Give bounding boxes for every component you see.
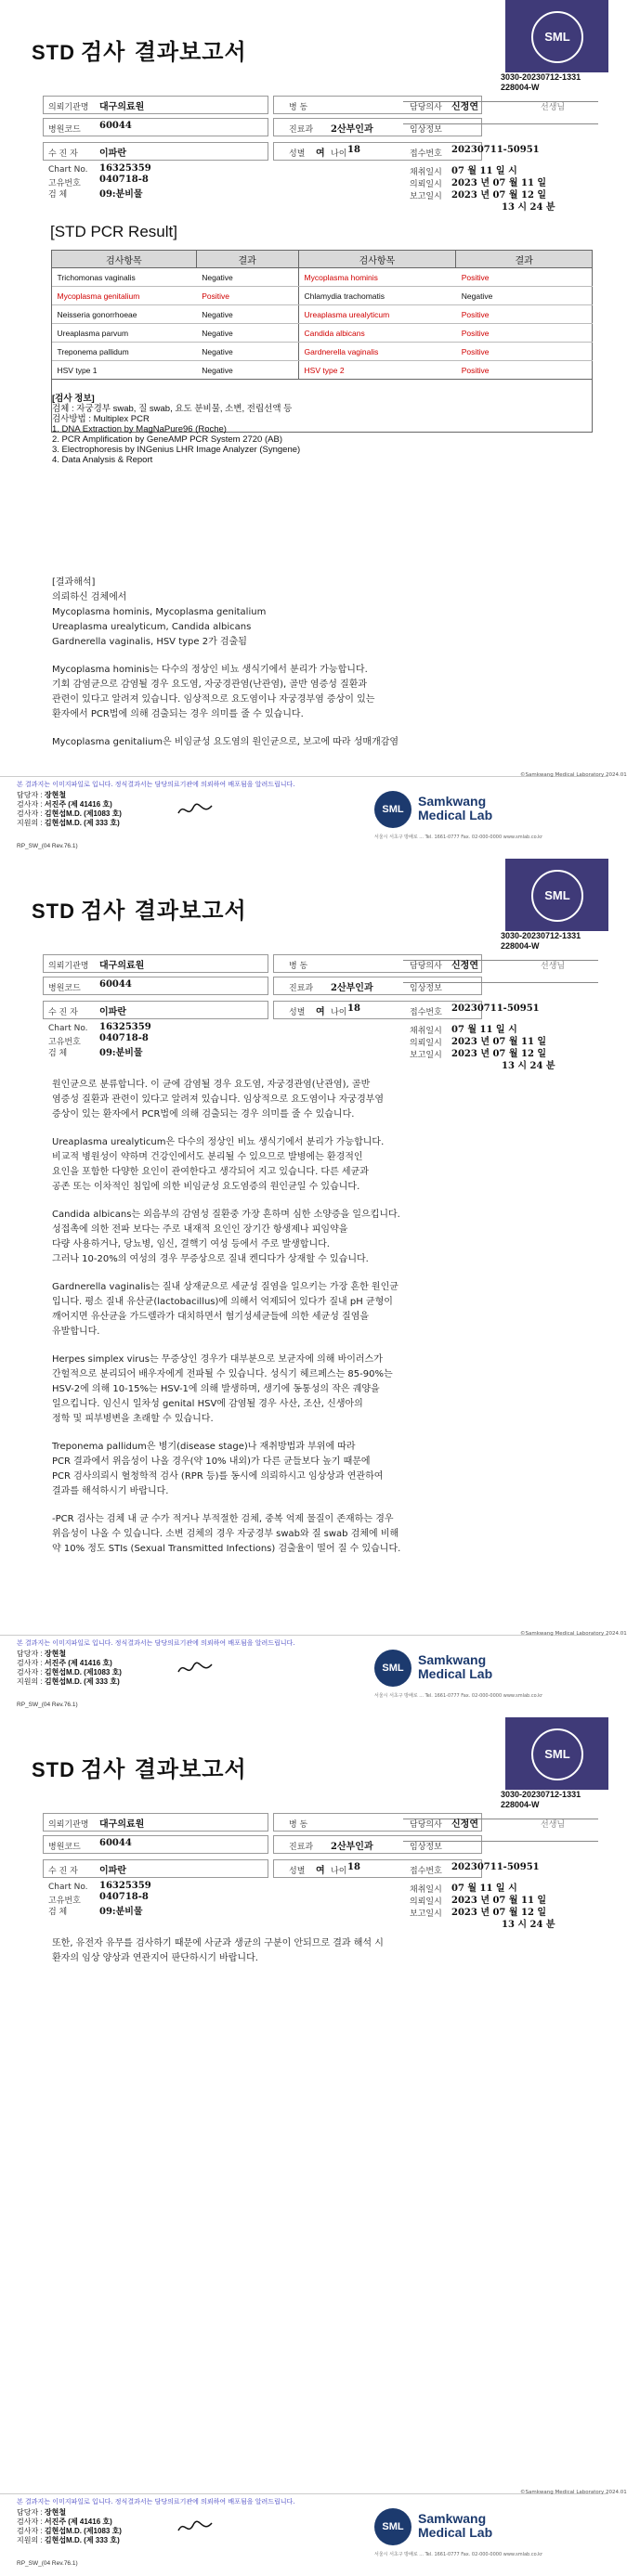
- doctor-name: 신정연: [451, 1819, 478, 1830]
- signer-name: 김현섭M.D. (제 333 호): [44, 819, 120, 827]
- label-hospital: 의뢰기관명: [48, 1820, 89, 1830]
- sex-value: 여: [316, 149, 325, 159]
- pcr-header-result: 결과: [196, 251, 298, 268]
- signer-name: 김현섭M.D. (제1083 호): [44, 2527, 122, 2535]
- interpretation-line: 입니다. 평소 질내 유산균(lactobacillus)에 의해서 억제되어 있다가 질내 pH 균형이: [52, 1297, 393, 1307]
- pcr-row: [52, 324, 593, 343]
- signer-role: 지원의 :: [17, 2536, 43, 2544]
- pcr-result-value: Positive: [456, 324, 593, 343]
- interpretation-line: 정학 및 피부병변을 초래할 수 있습니다.: [52, 1414, 214, 1424]
- pcr-item-name: HSV type 2: [298, 361, 456, 380]
- signer-row: [17, 2508, 122, 2518]
- footer-copyright: ©Samkwang Medical Laboratory 2024.01: [520, 772, 627, 778]
- chart-no: 16325359: [99, 1022, 151, 1032]
- lab-address: 서울시 서초구 방배로 ... Tel. 1661-0777 Fax. 02-000-0000 www.smlab.co.kr: [374, 835, 543, 840]
- report-number-line-1: 3030-20230712-1331: [501, 72, 581, 82]
- footer-notice: 본 결과지는 이미지파일로 입니다. 정식결과서는 담당의료기관에 의뢰하여 배포됨을 알려드립니다.: [17, 2498, 295, 2505]
- unique-no: 040718-8: [99, 1892, 149, 1902]
- signer-role: 검사자 :: [17, 2518, 43, 2526]
- sml-logo-mark: SML: [374, 791, 411, 828]
- report-title-std: STD: [32, 1758, 75, 1781]
- report-number-line-1: 3030-20230712-1331: [501, 1790, 581, 1799]
- lab-name-line-1: Samkwang: [418, 2511, 487, 2526]
- report-title-text: 검사 결과보고서: [81, 1756, 247, 1782]
- signer-name: 김현섭M.D. (제1083 호): [44, 809, 122, 818]
- signer-row: [17, 1668, 122, 1677]
- interpretation-line: PCR 검사의뢰시 혈청학적 검사 (RPR 등)를 동시에 의뢰하시고 임상상과 연관하여: [52, 1471, 384, 1482]
- label-clinical: 임상정보: [410, 984, 442, 993]
- interpretation-paragraph: [52, 1512, 554, 1557]
- signer-block: [17, 791, 122, 828]
- label-report-date: 보고일시: [410, 1909, 442, 1919]
- pcr-row: [52, 268, 593, 287]
- lab-name: [418, 2512, 492, 2540]
- report-title: [32, 1751, 247, 1783]
- interpretation-paragraph: [52, 590, 554, 650]
- pcr-item-name: Mycoplasma hominis: [298, 268, 456, 287]
- pcr-result-value: Negative: [196, 361, 298, 380]
- pcr-section-title: [STD PCR Result]: [50, 223, 177, 240]
- hospital-name: 대구의료원: [99, 961, 145, 971]
- pcr-row: [52, 361, 593, 380]
- test-info-title: [검사 정보]: [52, 394, 95, 404]
- footer-divider: [0, 776, 608, 777]
- age-value: 18: [347, 145, 360, 155]
- interpretation-line: 원인균으로 분류합니다. 이 균에 감염될 경우 요도염, 자궁경관염(난관염), 골반: [52, 1080, 371, 1090]
- pcr-row: [52, 287, 593, 305]
- unique-no: 040718-8: [99, 175, 149, 185]
- pcr-header-result: 결과: [456, 251, 593, 268]
- request-date: 2023 년 07 월 11 일: [451, 1037, 547, 1047]
- test-info-line: 1. DNA Extraction by MagNaPure96 (Roche): [52, 424, 227, 434]
- specimen-value: 09:분비물: [99, 1907, 143, 1917]
- label-collect-date: 채취일시: [410, 168, 442, 177]
- label-sex: 성별: [289, 1008, 306, 1017]
- label-hospital-code: 병원코드: [48, 984, 81, 993]
- label-collect-date: 채취일시: [410, 1027, 442, 1036]
- doctor-suffix: 선생님: [541, 1820, 566, 1830]
- specimen-value: 09:분비물: [99, 1048, 143, 1058]
- pcr-item-name: Chlamydia trachomatis: [298, 287, 456, 305]
- receipt-no: 20230711-50951: [451, 1003, 540, 1014]
- interpretation-line: 관련이 있다고 알려져 있습니다. 임상적으로 요도염이나 자궁경부염 증상이 있는: [52, 694, 375, 705]
- signer-name: 장현철: [44, 791, 67, 799]
- report-number-line-1: 3030-20230712-1331: [501, 931, 581, 940]
- pcr-item-name: Candida albicans: [298, 324, 456, 343]
- dept-value: 2산부인과: [331, 1842, 373, 1852]
- interpretation-line: PCR 결과에서 위음성이 나올 경우(약 10% 내외)가 다른 균들보다 높기 때문에: [52, 1456, 371, 1467]
- report-title-text: 검사 결과보고서: [81, 898, 247, 924]
- label-hospital: 의뢰기관명: [48, 103, 89, 112]
- interpretation-paragraph: [52, 1280, 554, 1340]
- report-date: 2023 년 07 월 12 일: [451, 1049, 547, 1059]
- signer-role: 담당자 :: [17, 2508, 43, 2517]
- pcr-header-row: [52, 251, 593, 268]
- report-time: 13 시 24 분: [502, 202, 555, 213]
- pcr-item-name: Trichomonas vaginalis: [52, 268, 197, 287]
- report-title-text: 검사 결과보고서: [81, 39, 247, 65]
- hospital-code: 60044: [99, 1838, 132, 1848]
- interpretation-line: 요인을 포함한 다양한 요인이 관여한다고 생각되어 지고 있습니다. 다른 세균과: [52, 1167, 369, 1177]
- signer-role: 검사자 :: [17, 2527, 43, 2535]
- report-title: [32, 892, 247, 925]
- interpretation-paragraph: [52, 1353, 554, 1427]
- test-info-block: [52, 394, 300, 465]
- receipt-no: 20230711-50951: [451, 145, 540, 155]
- pcr-row: [52, 343, 593, 361]
- form-number: RP_SW_(04 Rev.76.1): [17, 843, 78, 849]
- interpretation-line: 비교적 병원성이 약하며 건강인에서도 분리될 수 있으므로 발병에는 환경적인: [52, 1152, 363, 1162]
- collect-date: 07 월 11 일 시: [451, 1025, 517, 1035]
- pcr-item-name: Mycoplasma genitalium: [52, 287, 197, 305]
- interpretation-line: Ureaplasma urealyticum은 다수의 정상인 비뇨 생식기에서 분리가 가능합니다.: [52, 1137, 385, 1147]
- specimen-value: 09:분비물: [99, 189, 143, 200]
- interpretation-line: Mycoplasma hominis, Mycoplasma genitalium: [52, 607, 267, 617]
- signer-role: 지원의 :: [17, 819, 43, 827]
- signature-image: [176, 800, 214, 824]
- label-patient-name: 수 진 자: [48, 1008, 78, 1017]
- request-date: 2023 년 07 월 11 일: [451, 178, 547, 188]
- label-doctor: 담당의사: [410, 962, 442, 971]
- samkwang-lab-logo: [374, 791, 543, 840]
- label-request-date: 의뢰일시: [410, 1039, 442, 1048]
- interpretation-line: 의뢰하신 검체에서: [52, 592, 127, 602]
- label-ward: 병 동: [289, 1820, 308, 1830]
- signer-row: [17, 2518, 122, 2527]
- signer-name: 서진주 (제 41416 호): [44, 800, 112, 809]
- label-age: 나이: [331, 149, 347, 159]
- pcr-result-table: [51, 250, 593, 380]
- label-receipt-no: 접수번호: [410, 1008, 442, 1017]
- interpretation-line: 증상이 있는 환자에서 PCR법에 의해 검출되는 경우 의미를 줄 수 있습니다.: [52, 1109, 355, 1120]
- interpretation-paragraph: [52, 1936, 554, 1966]
- pcr-result-value: Positive: [196, 287, 298, 305]
- pcr-item-name: Ureaplasma parvum: [52, 324, 197, 343]
- label-patient-name: 수 진 자: [48, 149, 78, 159]
- interpretation-title: [결과해석]: [52, 577, 96, 588]
- report-number-line-2: 228004-W: [501, 941, 540, 951]
- pcr-result-value: Negative: [196, 324, 298, 343]
- pcr-result-value: Positive: [456, 268, 593, 287]
- interpretation-block: [52, 1078, 554, 1570]
- interpretation-line: HSV-2에 의해 10-15%는 HSV-1에 의해 발생하며, 생기에 동통성의 작은 궤양을: [52, 1384, 380, 1394]
- doctor-name: 신정연: [451, 961, 478, 971]
- signer-block: [17, 2508, 122, 2545]
- interpretation-paragraph: [52, 1135, 554, 1195]
- interpretation-line: 성접촉에 의한 전파 보다는 주로 내재적 요인인 장기간 항생제나 피임약을: [52, 1224, 348, 1235]
- signer-row: [17, 1677, 122, 1687]
- signer-name: 장현철: [44, 2508, 67, 2517]
- lab-name-line-1: Samkwang: [418, 794, 487, 809]
- interpretation-line: Mycoplasma hominis는 다수의 정상인 비뇨 생식기에서 분리가 가능합니다.: [52, 665, 368, 675]
- sml-logo-mark: SML: [374, 1650, 411, 1687]
- label-report-date: 보고일시: [410, 192, 442, 201]
- signer-row: [17, 819, 122, 828]
- signer-name: 장현철: [44, 1650, 67, 1658]
- report-time: 13 시 24 분: [502, 1920, 555, 1930]
- unique-no: 040718-8: [99, 1033, 149, 1043]
- lab-address: 서울시 서초구 방배로 ... Tel. 1661-0777 Fax. 02-000-0000 www.smlab.co.kr: [374, 1693, 543, 1699]
- footer-notice: 본 결과지는 이미지파일로 입니다. 정식결과서는 담당의료기관에 의뢰하여 배포됨을 알려드립니다.: [17, 1639, 295, 1647]
- interpretation-line: 그러나 10-20%의 여성의 경우 무증상으로 질내 켄디다가 상재할 수 있습니다.: [52, 1254, 369, 1264]
- label-dept: 진료과: [289, 984, 314, 993]
- footer-copyright: ©Samkwang Medical Laboratory 2024.01: [520, 1631, 627, 1637]
- interpretation-line: 결과를 해석하시기 바랍니다.: [52, 1486, 169, 1496]
- interpretation-block: [52, 576, 554, 763]
- collect-date: 07 월 11 일 시: [451, 166, 517, 176]
- label-receipt-no: 접수번호: [410, 1867, 442, 1876]
- label-receipt-no: 접수번호: [410, 149, 442, 159]
- report-number: [501, 1790, 608, 1810]
- report-time: 13 시 24 분: [502, 1061, 555, 1071]
- interpretation-line: 약 10% 정도 STIs (Sexual Transmitted Infections) 검출율이 떨어 질 수 있습니다.: [52, 1544, 401, 1554]
- lab-name-line-2: Medical Lab: [418, 1666, 493, 1681]
- hospital-code: 60044: [99, 121, 132, 131]
- pcr-header-item: 검사항목: [52, 251, 197, 268]
- label-hospital-code: 병원코드: [48, 125, 81, 135]
- interpretation-line: 유발합니다.: [52, 1327, 100, 1337]
- interpretation-line: Herpes simplex virus는 무증상인 경우가 대부분으로 보균자에 의해 바이러스가: [52, 1354, 383, 1365]
- label-doctor: 담당의사: [410, 1820, 442, 1830]
- pcr-result-value: Positive: [456, 361, 593, 380]
- label-patient-name: 수 진 자: [48, 1867, 78, 1876]
- label-doctor: 담당의사: [410, 103, 442, 112]
- pcr-result-value: Negative: [456, 287, 593, 305]
- label-chart-no: Chart No.: [48, 1883, 88, 1892]
- pcr-header-item: 검사항목: [298, 251, 456, 268]
- doctor-suffix: 선생님: [541, 103, 566, 112]
- signer-row: [17, 2536, 122, 2545]
- label-clinical: 임상정보: [410, 1843, 442, 1852]
- label-request-date: 의뢰일시: [410, 1897, 442, 1907]
- report-title: [32, 33, 247, 66]
- interpretation-line: 위음성이 나올 수 있습니다. 소변 검체의 경우 자궁경부 swab와 질 swab 검체에 비해: [52, 1529, 399, 1539]
- signer-block: [17, 1650, 122, 1687]
- pcr-item-name: HSV type 1: [52, 361, 197, 380]
- signer-name: 김현섭M.D. (제1083 호): [44, 1668, 122, 1676]
- interpretation-line: -PCR 검사는 검체 내 균 수가 적거나 부적절한 검체, 중복 억제 물질이 존재하는 경우: [52, 1514, 394, 1524]
- lab-name-line-2: Medical Lab: [418, 2525, 493, 2540]
- report-page: [0, 1717, 627, 2576]
- signer-name: 김현섭M.D. (제 333 호): [44, 2536, 120, 2544]
- label-chart-no: Chart No.: [48, 1024, 88, 1033]
- label-dept: 진료과: [289, 1843, 314, 1852]
- interpretation-line: 간헐적으로 분리되어 배우자에게 전파될 수 있습니다. 성식기 헤르페스는 85-90%는: [52, 1369, 393, 1379]
- sex-value: 여: [316, 1866, 325, 1876]
- interpretation-line: 또한, 유전자 유무를 검사하기 때문에 사균과 생균의 구분이 안되므로 결과 해석 시: [52, 1938, 384, 1948]
- patient-name: 이파란: [99, 1007, 126, 1017]
- sml-badge-logo: SML: [531, 1728, 583, 1780]
- lab-address: 서울시 서초구 방배로 ... Tel. 1661-0777 Fax. 02-000-0000 www.smlab.co.kr: [374, 2552, 543, 2557]
- interpretation-line: Candida albicans는 외음부의 감염성 질환중 가장 흔하며 심한 소양증을 일으킵니다.: [52, 1210, 400, 1220]
- label-hospital-code: 병원코드: [48, 1843, 81, 1852]
- footer-copyright: ©Samkwang Medical Laboratory 2024.01: [520, 2490, 627, 2495]
- pcr-item-name: Ureaplasma urealyticum: [298, 305, 456, 324]
- lab-name: [418, 1653, 492, 1681]
- interpretation-line: 다량 사용하거나, 당뇨병, 임신, 결핵기 여성 등에서 주로 발생합니다.: [52, 1239, 330, 1249]
- label-request-date: 의뢰일시: [410, 180, 442, 189]
- signer-row: [17, 2527, 122, 2536]
- test-info-line: 2. PCR Amplification by GeneAMP PCR System 2720 (AB): [52, 434, 282, 445]
- interpretation-line: Ureaplasma urealyticum, Candida albicans: [52, 622, 252, 632]
- label-chart-no: Chart No.: [48, 165, 88, 175]
- footer-divider: [0, 2493, 608, 2494]
- report-number-line-2: 228004-W: [501, 1800, 540, 1809]
- interpretation-line: 일으킵니다. 임신시 일차성 genital HSV에 감염될 경우 사산, 조산, 신생아의: [52, 1399, 363, 1409]
- interpretation-paragraph: [52, 663, 554, 722]
- footer-notice: 본 결과지는 이미지파일로 입니다. 정식결과서는 담당의료기관에 의뢰하여 배포됨을 알려드립니다.: [17, 781, 295, 788]
- interpretation-line: 환자의 임상 양상과 연관지어 판단하시기 바랍니다.: [52, 1953, 258, 1963]
- signature-image: [176, 2518, 214, 2542]
- pcr-result-value: Positive: [456, 305, 593, 324]
- interpretation-line: 깨어지면 유산균을 가드렐라가 대치하면서 혐기성세균들에 의한 세균성 질염을: [52, 1312, 370, 1322]
- interpretation-line: 공존 또는 이차적인 침입에 의한 비임균성 요도염증의 원인균일 수 있습니다.: [52, 1182, 360, 1192]
- pcr-item-name: Neisseria gonorrhoeae: [52, 305, 197, 324]
- signer-row: [17, 800, 122, 809]
- doctor-name: 신정연: [451, 102, 478, 112]
- interpretation-paragraph: [52, 735, 554, 750]
- report-page: [0, 859, 627, 1717]
- interpretation-line: 기회 감염균으로 감염될 경우 요도염, 자궁경관염(난관염), 골반 염증성 질환과: [52, 680, 368, 690]
- report-number: [501, 72, 608, 93]
- signer-name: 서진주 (제 41416 호): [44, 1659, 112, 1667]
- request-date: 2023 년 07 월 11 일: [451, 1896, 547, 1906]
- label-specimen: 검 체: [48, 1908, 68, 1917]
- pcr-row: [52, 305, 593, 324]
- pcr-result-value: Positive: [456, 343, 593, 361]
- label-clinical: 임상정보: [410, 125, 442, 135]
- collect-date: 07 월 11 일 시: [451, 1883, 517, 1894]
- label-ward: 병 동: [289, 962, 308, 971]
- interpretation-paragraph: [52, 1440, 554, 1499]
- age-value: 18: [347, 1862, 360, 1872]
- footer-divider: [0, 1635, 608, 1636]
- signer-name: 김현섭M.D. (제 333 호): [44, 1677, 120, 1686]
- report-title-std: STD: [32, 41, 75, 64]
- pcr-result-value: Negative: [196, 305, 298, 324]
- signer-role: 검사자 :: [17, 1668, 43, 1676]
- label-ward: 병 동: [289, 103, 308, 112]
- test-info-line: 검체 : 자궁경부 swab, 질 swab, 요도 분비물, 소변, 전립선액 등: [52, 404, 293, 414]
- interpretation-paragraph: [52, 1208, 554, 1267]
- hospital-name: 대구의료원: [99, 102, 145, 112]
- chart-no: 16325359: [99, 163, 151, 174]
- label-dept: 진료과: [289, 125, 314, 135]
- lab-name: [418, 795, 492, 822]
- patient-name: 이파란: [99, 1866, 126, 1876]
- report-number-line-2: 228004-W: [501, 83, 540, 92]
- report-title-std: STD: [32, 900, 75, 923]
- pcr-result-value: Negative: [196, 268, 298, 287]
- pcr-item-name: Gardnerella vaginalis: [298, 343, 456, 361]
- signer-row: [17, 1650, 122, 1659]
- signer-row: [17, 791, 122, 800]
- label-age: 나이: [331, 1008, 347, 1017]
- signer-row: [17, 1659, 122, 1668]
- interpretation-line: Gardnerella vaginalis, HSV type 2가 검출됨: [52, 637, 247, 647]
- interpretation-line: Treponema pallidum은 병기(disease stage)나 재취방법과 부위에 따라: [52, 1442, 356, 1452]
- pcr-result-value: Negative: [196, 343, 298, 361]
- signer-role: 지원의 :: [17, 1677, 43, 1686]
- interpretation-line: Gardnerella vaginalis는 질내 상재균으로 세균성 질염을 일으키는 가장 흔한 원인균: [52, 1282, 398, 1292]
- dept-value: 2산부인과: [331, 124, 373, 135]
- signer-role: 검사자 :: [17, 800, 43, 809]
- chart-no: 16325359: [99, 1881, 151, 1891]
- sex-value: 여: [316, 1007, 325, 1017]
- pcr-item-name: Treponema pallidum: [52, 343, 197, 361]
- hospital-name: 대구의료원: [99, 1819, 145, 1830]
- label-specimen: 검 체: [48, 1049, 68, 1058]
- interpretation-line: 염증성 질환과 관련이 있다고 알려져 있습니다. 임상적으로 요도염이나 자궁경부염: [52, 1094, 385, 1105]
- interpretation-line: 환자에서 PCR법에 의해 검출되는 경우 의미를 줄 수 있습니다.: [52, 709, 304, 719]
- dept-value: 2산부인과: [331, 983, 373, 993]
- label-collect-date: 채취일시: [410, 1885, 442, 1895]
- signer-role: 검사자 :: [17, 809, 43, 818]
- interpretation-block: [52, 1936, 554, 1979]
- sml-badge-logo: SML: [531, 11, 583, 63]
- label-hospital: 의뢰기관명: [48, 962, 89, 971]
- samkwang-lab-logo: [374, 2508, 543, 2557]
- report-number: [501, 931, 608, 951]
- test-info-line: 3. Electrophoresis by INGenius LHR Image Analyzer (Syngene): [52, 445, 301, 455]
- label-unique-no: 고유번호: [48, 1896, 81, 1906]
- label-sex: 성별: [289, 149, 306, 159]
- label-unique-no: 고유번호: [48, 1038, 81, 1047]
- signer-role: 담당자 :: [17, 1650, 43, 1658]
- hospital-code: 60044: [99, 979, 132, 990]
- label-unique-no: 고유번호: [48, 179, 81, 188]
- label-age: 나이: [331, 1867, 347, 1876]
- doctor-suffix: 선생님: [541, 962, 566, 971]
- interpretation-paragraph: [52, 1078, 554, 1122]
- sml-logo-mark: SML: [374, 2508, 411, 2545]
- label-sex: 성별: [289, 1867, 306, 1876]
- age-value: 18: [347, 1003, 360, 1014]
- test-info-line: 검사방법 : Multiplex PCR: [52, 414, 150, 424]
- lab-name-line-2: Medical Lab: [418, 808, 493, 822]
- label-report-date: 보고일시: [410, 1051, 442, 1060]
- signature-image: [176, 1659, 214, 1683]
- form-number: RP_SW_(04 Rev.76.1): [17, 1702, 78, 1708]
- receipt-no: 20230711-50951: [451, 1862, 540, 1872]
- signer-row: [17, 809, 122, 819]
- signer-name: 서진주 (제 41416 호): [44, 2518, 112, 2526]
- test-info-line: 4. Data Analysis & Report: [52, 455, 153, 465]
- label-specimen: 검 체: [48, 190, 68, 200]
- lab-name-line-1: Samkwang: [418, 1652, 487, 1667]
- form-number: RP_SW_(04 Rev.76.1): [17, 2560, 78, 2567]
- report-date: 2023 년 07 월 12 일: [451, 1908, 547, 1918]
- signer-role: 담당자 :: [17, 791, 43, 799]
- sml-badge-logo: SML: [531, 870, 583, 922]
- report-date: 2023 년 07 월 12 일: [451, 190, 547, 201]
- signer-role: 검사자 :: [17, 1659, 43, 1667]
- patient-name: 이파란: [99, 149, 126, 159]
- samkwang-lab-logo: [374, 1650, 543, 1699]
- report-page: [0, 0, 627, 859]
- interpretation-line: Mycoplasma genitalium은 비임균성 요도염의 원인균으로, 보고에 따라 성매개감염: [52, 737, 399, 747]
